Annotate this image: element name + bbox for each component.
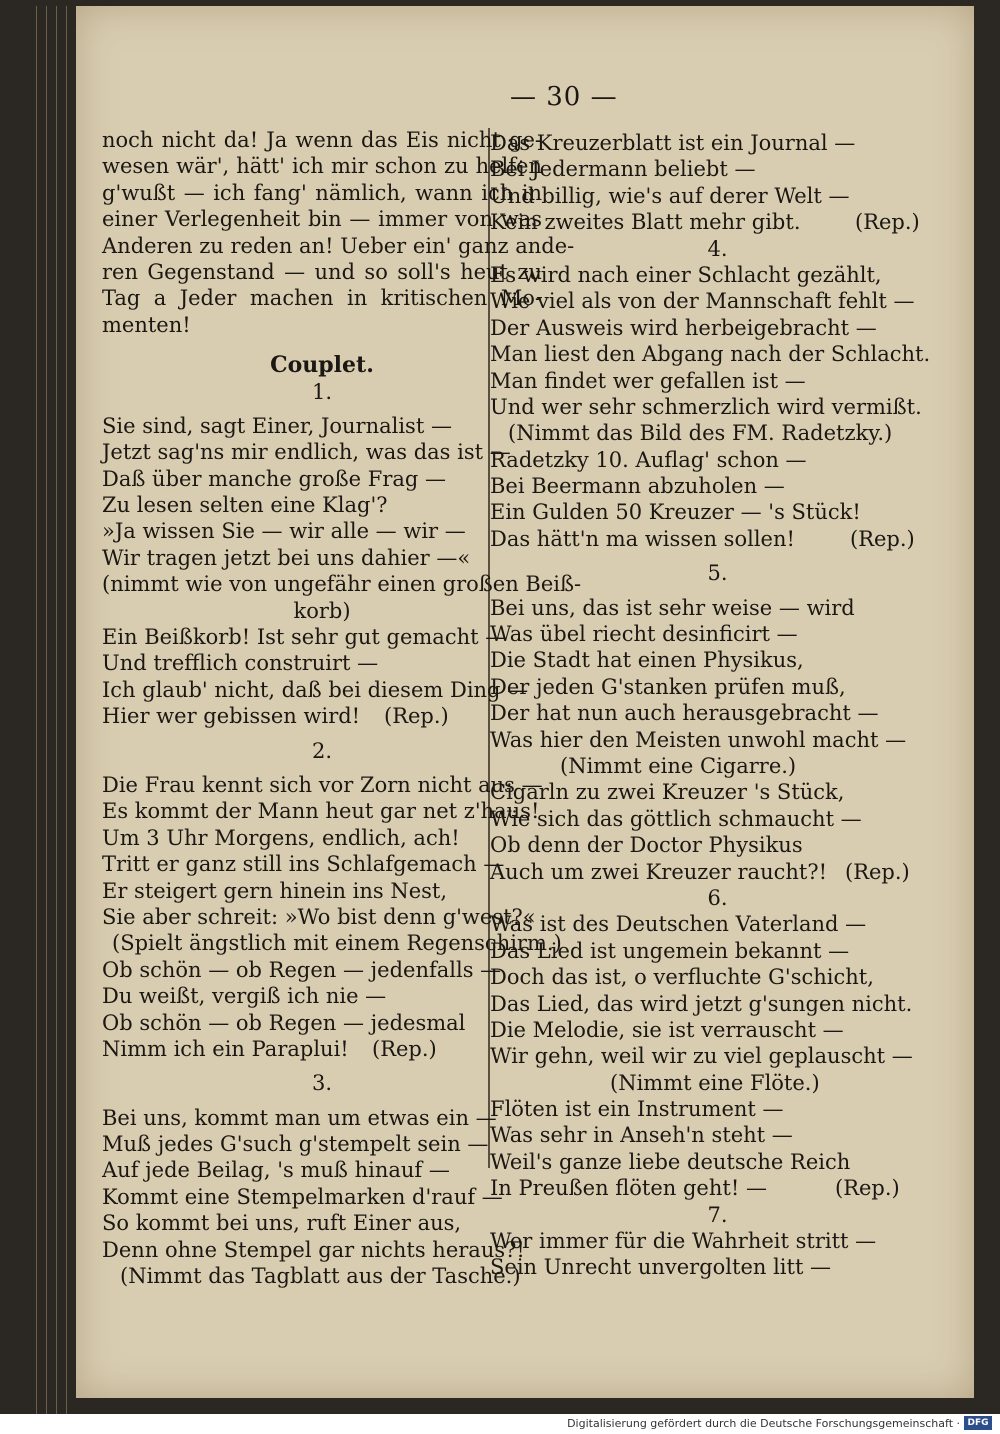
verse-line: Hier wer gebissen wird! [102,704,361,729]
verse-line: Das Lied, das wird jetzt g'sungen nicht. [490,991,913,1016]
verse-line: Ein Beißkorb! Ist sehr gut gemacht — [102,625,507,650]
verse-number: 7. [707,1202,728,1227]
verse-line: Man liest den Abgang nach der Schlacht. [490,342,931,367]
verse-line: Cigarln zu zwei Kreuzer 's Stück, [490,780,845,805]
verse-line: In Preußen flöten geht! — [490,1176,767,1201]
verse-line: Und billig, wie's auf derer Welt — [490,183,850,208]
verse-line: Der hat nun auch herausgebracht — [490,701,879,726]
repeat-mark: (Rep.) [372,1036,437,1061]
verse-number: 5. [707,561,728,586]
page-edge [56,6,57,1414]
verse-line: Und trefflich construirt — [102,651,379,676]
stage-direction: (Spielt ängstlich mit einem Regenschirm.) [112,931,562,956]
verse-line: Wer immer für die Wahrheit stritt — [490,1229,877,1254]
page-edge [36,6,37,1414]
verse-line-with-rep [490,209,945,235]
verse-line: Radetzky 10. Auflag' schon — [490,447,807,472]
verse-line: Bei Beermann abzuholen — [490,474,785,499]
verse-number: 1. [311,379,333,404]
verse-line: Man findet wer gefallen ist — [490,368,806,393]
page-edge [66,6,67,1414]
verse-line: Kein zweites Blatt mehr gibt. [490,210,801,235]
verse-line-with-rep [490,1175,945,1201]
verse-line: Flöten ist ein Instrument — [490,1097,784,1122]
verse-line: Die Melodie, sie ist verrauscht — [490,1017,844,1042]
verse-number: 3. [311,1071,333,1096]
verse-line: Was hier den Meisten unwohl macht — [490,727,907,752]
prose-line: noch nicht da! Ja wenn das Eis nicht ge- [102,128,542,152]
repeat-mark: (Rep.) [855,210,920,235]
repeat-mark: (Rep.) [384,704,449,729]
verse-line: Es wird nach einer Schlacht gezählt, [490,262,882,287]
verse-line: Um 3 Uhr Morgens, endlich, ach! [102,825,460,850]
verse-line: Wir gehn, weil wir zu viel geplauscht — [490,1044,913,1069]
verse-line: Was übel riecht desinficirt — [490,622,798,647]
verse-line: Wir tragen jetzt bei uns dahier —« [102,545,471,570]
prose-line: Anderen zu reden an! Ueber ein' ganz ande- [102,233,575,258]
verse-line: Das Kreuzerblatt ist ein Journal — [490,131,856,155]
verse-line: Du weißt, vergiß ich nie — [102,984,387,1009]
prose-line: menten! [102,312,191,337]
repeat-mark: (Rep.) [835,1176,900,1201]
verse-line: Nimm ich ein Paraplui! [102,1036,349,1061]
stage-direction: (Nimmt eine Cigarre.) [560,753,797,778]
dfg-logo: DFG [964,1416,992,1430]
verse-line: Tritt er ganz still ins Schlafgemach — [102,852,505,877]
verse-line: Die Stadt hat einen Physikus, [490,648,804,673]
verse-line: Und wer sehr schmerzlich wird vermißt. [490,394,922,419]
verse-line: Weil's ganze liebe deutsche Reich [490,1149,851,1174]
prose-line: ren Gegenstand — und so soll's heut zu [102,259,542,284]
verse-line: Wie sich das göttlich schmaucht — [490,806,862,831]
verse-line: Sie sind, sagt Einer, Journalist — [102,413,452,438]
verse-line: Kommt eine Stempelmarken d'rauf — [102,1184,503,1209]
verse-number: 6. [707,885,728,910]
verse-line: Doch das ist, o verfluchte G'schicht, [490,965,874,990]
couplet-title: Couplet. [270,352,374,379]
verse-line: Ein Gulden 50 Kreuzer — 's Stück! [490,500,861,525]
verse-number: 4. [707,236,728,261]
verse-line: Ob schön — ob Regen — jedesmal [102,1010,466,1035]
verse-line-with-rep [490,526,945,552]
verse-line: Die Frau kennt sich vor Zorn nicht aus — [102,772,543,797]
verse-line: Ob denn der Doctor Physikus [490,833,803,858]
page-number: — 30 — [510,82,618,112]
stage-direction: (Nimmt das Tagblatt aus der Tasche.) [120,1264,521,1289]
page-edge [46,6,47,1414]
verse-line-with-rep [102,703,542,729]
stage-direction: (Nimmt eine Flöte.) [610,1070,820,1095]
right-column [490,130,945,1281]
verse-line: Er steigert gern hinein ins Nest, [102,878,448,903]
verse-line: Das Lied ist ungemein bekannt — [490,938,850,963]
verse-line: Auf jede Beilag, 's muß hinauf — [102,1158,450,1183]
verse-line: Bei uns, das ist sehr weise — wird [490,595,855,620]
prose-line: g'wußt — ich fang' nämlich, wann ich in [102,180,542,205]
prose-line: wesen wär', hätt' ich mir schon zu helfen [102,154,542,179]
funding-notice: Digitalisierung gefördert durch die Deutsche Forschungsgemeinschaft · [567,1417,960,1430]
verse-line: Sein Unrecht unvergolten litt — [490,1255,832,1280]
verse-line: Wie viel als von der Mannschaft fehlt — [490,289,915,314]
verse-line: So kommt bei uns, ruft Einer aus, [102,1211,462,1236]
verse-line: Das hätt'n ma wissen sollen! [490,526,795,551]
prose-line: Tag a Jeder machen in kritischen Mo- [102,286,542,311]
verse-line: Daß über manche große Frag — [102,466,447,491]
verse-line: Ob schön — ob Regen — jedenfalls — [102,957,502,982]
verse-line: Was sehr in Anseh'n steht — [490,1123,793,1148]
verse-line: Bei uns, kommt man um etwas ein — [102,1105,497,1130]
repeat-mark: (Rep.) [850,526,915,551]
stage-direction: (Nimmt das Bild des FM. Radetzky.) [508,421,893,446]
digitization-footer [0,1414,1000,1434]
verse-line: Muß jedes G'such g'stempelt sein — [102,1132,489,1157]
stage-direction: korb) [293,598,351,623]
verse-line: Denn ohne Stempel gar nichts heraus?! [102,1237,525,1262]
verse-line: Auch um zwei Kreuzer raucht?! [490,859,828,884]
verse-line-with-rep [490,859,945,885]
verse-line: Was ist des Deutschen Vaterland — [490,912,867,937]
verse-line: Bei Jedermann beliebt — [490,157,756,182]
stage-direction: (nimmt wie von ungefähr einen großen Beiß- [102,572,582,597]
prose-line: einer Verlegenheit bin — immer von was [102,207,542,232]
verse-line-with-rep [102,1036,542,1062]
verse-line: Zu lesen selten eine Klag'? [102,493,388,518]
verse-number: 2. [311,738,333,763]
verse-line: Es kommt der Mann heut gar net z'haus! [102,799,540,824]
verse-line: Sie aber schreit: »Wo bist denn g'west?« [102,904,536,929]
verse-line: Der jeden G'stanken prüfen muß, [490,674,846,699]
verse-line: Ich glaub' nicht, daß bei diesem Ding — [102,677,529,702]
verse-line: Der Ausweis wird herbeigebracht — [490,315,877,340]
verse-line: »Ja wissen Sie — wir alle — wir — [102,519,466,544]
verse-line: Jetzt sag'ns mir endlich, was das ist — [102,440,511,465]
left-column [102,127,582,1289]
repeat-mark: (Rep.) [845,859,910,884]
